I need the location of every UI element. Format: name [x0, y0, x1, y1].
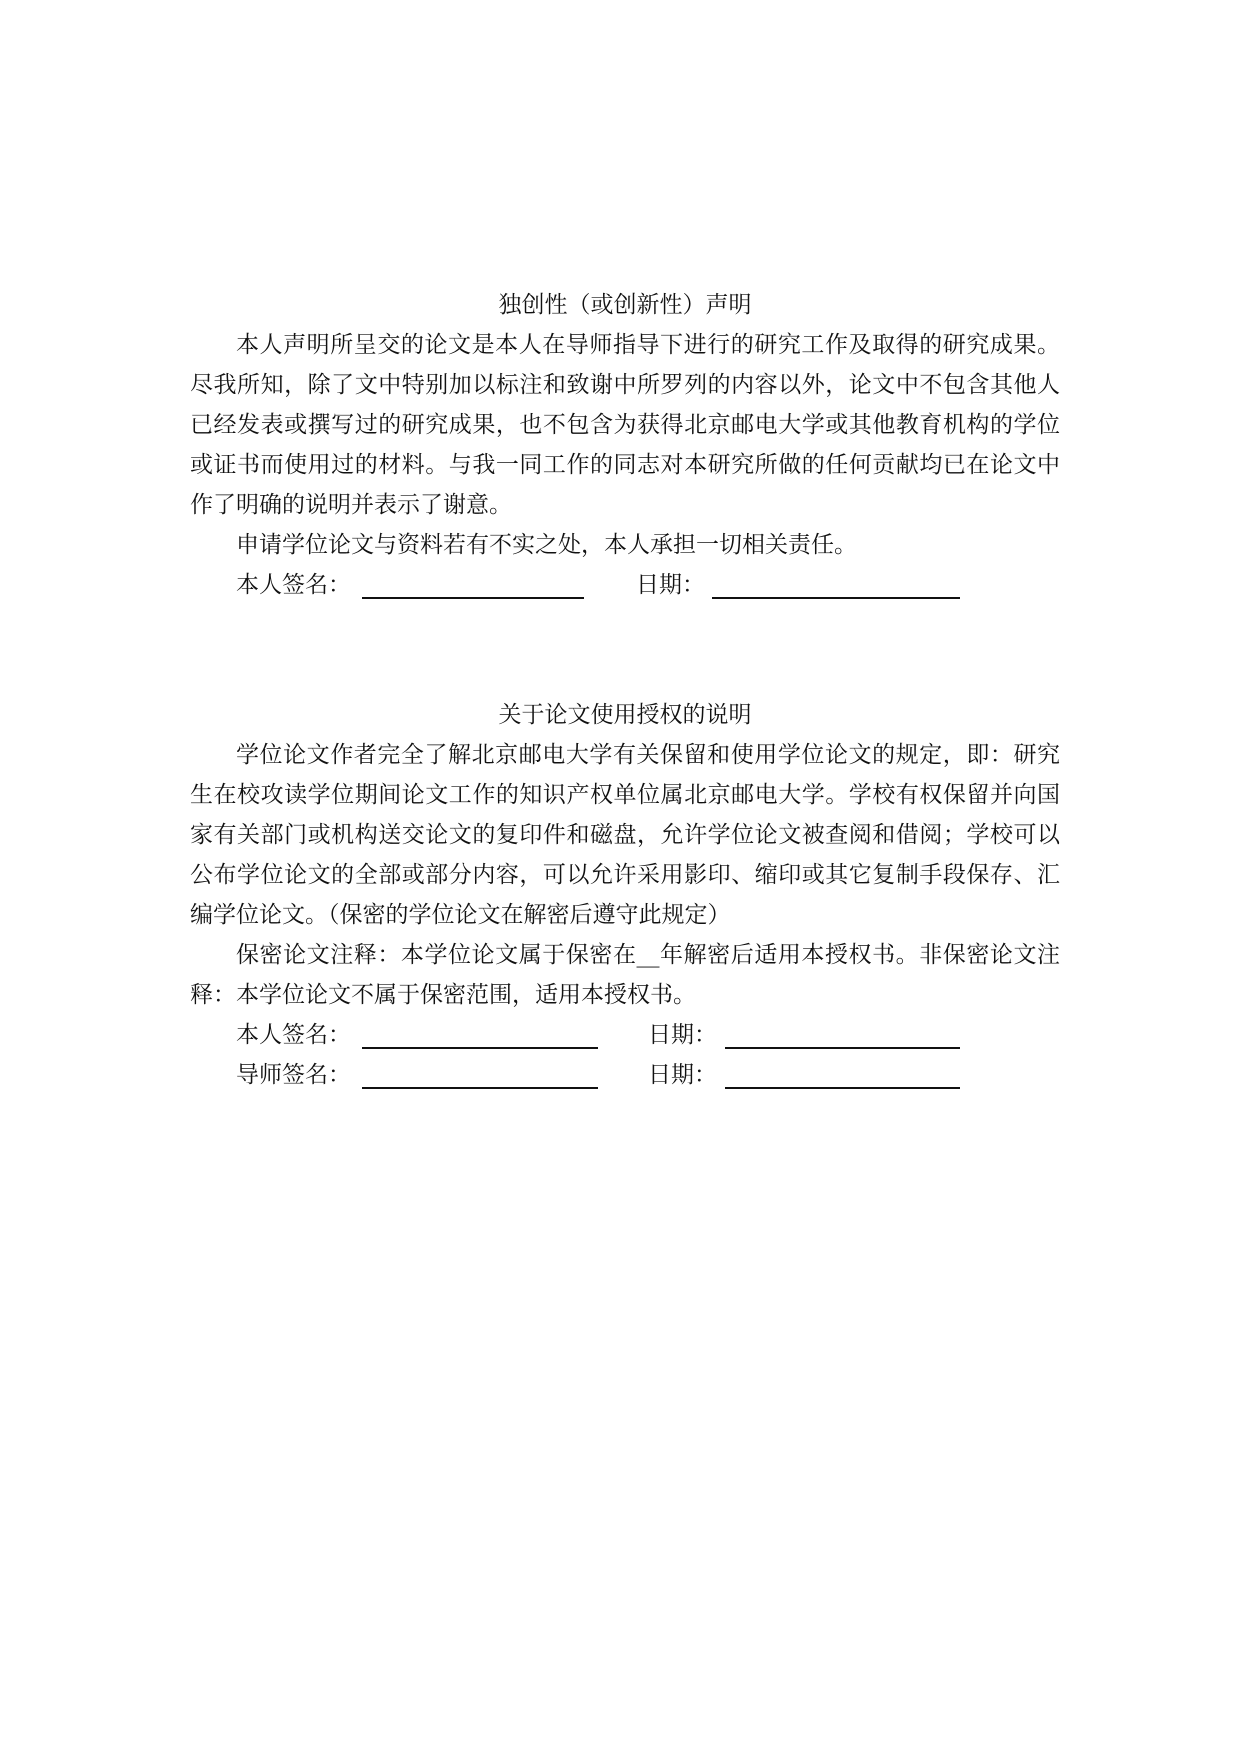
authorization-paragraph: 学位论文作者完全了解北京邮电大学有关保留和使用学位论文的规定，即：研究生在校攻读学位期间论文工作的知识产权单位属北京邮电大学。学校有权保留并向国家有关部门或机构送交论文的复印件和磁盘，允许学位论文被查阅和借阅；学校可以公布学位论文的全部或部分内容，可以允许采用影印、缩印或其它复制手段保存、汇编学位论文。（保密的学位论文在解密后遵守此规定） [190, 742, 1060, 928]
supervisor-signature-line[interactable] [362, 1087, 598, 1089]
author-date-line[interactable] [725, 1047, 960, 1049]
declaration-signature-row [190, 565, 1060, 605]
supervisor-date-label: 日期： [648, 1062, 717, 1088]
declaration-liability-paragraph: 申请学位论文与资料若有不实之处，本人承担一切相关责任。 [236, 532, 857, 558]
date-label: 日期： [636, 572, 705, 598]
supervisor-signature-label: 导师签名： [236, 1062, 351, 1088]
declaration-title: 独创性（或创新性）声明 [498, 292, 752, 318]
author-signature-row [190, 1015, 1060, 1055]
supervisor-signature-row [190, 1055, 1060, 1095]
authorization-title: 关于论文使用授权的说明 [498, 702, 752, 728]
author-signature-line[interactable] [362, 597, 584, 599]
declaration-paragraph: 本人声明所呈交的论文是本人在导师指导下进行的研究工作及取得的研究成果。尽我所知，除了文中特别加以标注和致谢中所罗列的内容以外，论文中不包含其他人已经发表或撰写过的研究成果，也不包含为获得北京邮电大学或其他教育机构的学位或证书而使用过的材料。与我一同工作的同志对本研究所做的任何贡献均已在论文中作了明确的说明并表示了谢意。 [190, 332, 1060, 518]
author-signature-label: 本人签名： [236, 1022, 351, 1048]
confidentiality-note-paragraph: 保密论文注释：本学位论文属于保密在__年解密后适用本授权书。非保密论文注释：本学位论文不属于保密范围，适用本授权书。 [190, 942, 1060, 1008]
declaration-section [190, 285, 1060, 605]
date-line[interactable] [712, 597, 960, 599]
author-signature-line[interactable] [362, 1047, 598, 1049]
supervisor-date-line[interactable] [725, 1087, 960, 1089]
authorization-section [190, 695, 1060, 1095]
author-date-label: 日期： [648, 1022, 717, 1048]
author-signature-label: 本人签名： [236, 572, 351, 598]
